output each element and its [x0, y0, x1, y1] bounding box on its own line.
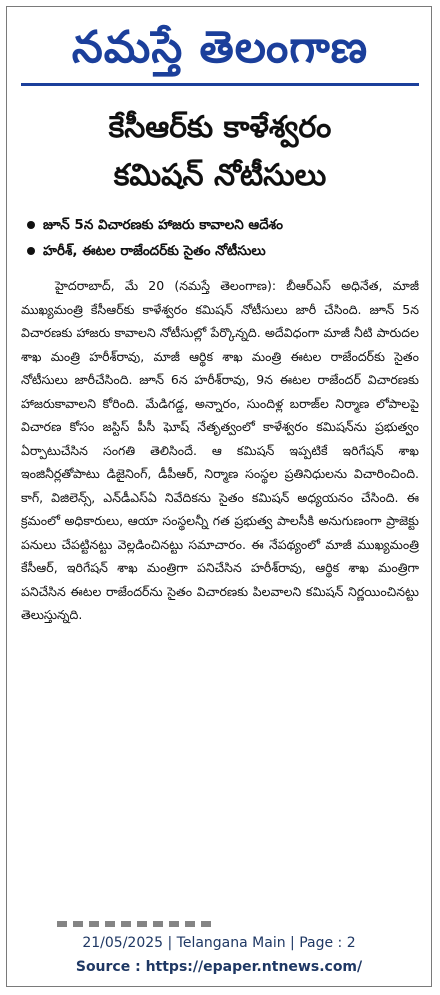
subheadline-item: జూన్ 5న విచారణకు హాజరు కావాలని ఆదేశం	[25, 212, 423, 238]
headline-line-2: కమిషన్ నోటీసులు	[113, 158, 327, 193]
subheadline-list	[17, 212, 423, 264]
masthead-divider	[21, 83, 419, 86]
article-body: హైదరాబాద్, మే 20 (నమస్తే తెలంగాణ): బీఆర్‌ఎస్ అధినేత, మాజీ ముఖ్యమంత్రి కేసీఆర్‌కు కాళేశ్వరం కమిషన్ నోటీసులు జారీ చేసింది. జూన్ 5న విచారణకు హాజరు కావాలని నోటీసుల్లో పేర్కొన్నది. అదేవిధంగా మాజీ నీటి పారుదల శాఖ మంత్రి హరీశ్‌రావు, మాజీ ఆర్థిక శాఖ మంత్రి ఈటల రాజేందర్‌కు సైతం నోటీసులు జారీచేసింది. జూన్ 6న హరీశ్‌రావు, 9న ఈటల రాజేందర్ విచారణకు హాజరుకావాలని కోరింది. మేడిగడ్డ, అన్నారం, సుందిళ్ల బరాజ్‌ల నిర్మాణ లోపాలపై విచారణ కోసం జస్టిస్ పీసీ ఘోష్ నేతృత్వంలో కాళేశ్వరం కమిషన్‌ను ప్రభుత్వం ఏర్పాటుచేసిన సంగతి తెలిసిందే. ఆ కమిషన్ ఇప్పటికే ఇరిగేషన్ శాఖ ఇంజినీర్లతోపాటు డిజైనింగ్, డీపీఆర్, నిర్మాణ సంస్థల ప్రతినిధులను విచారించింది. కాగ్, విజిలెన్స్, ఎన్‌డీఎస్‌ఏ నివేదికను సైతం కమిషన్ అధ్యయనం చేసింది. ఈ క్రమంలో అధికారులు, ఆయా సంస్థలన్నీ గత ప్రభుత్వ పాలసీకి అనుగుణంగా ప్రాజెక్టు పనులు చేపట్టినట్టు వెల్లడించినట్టు సమాచారం. ఈ నేపథ్యంలో మాజీ ముఖ్యమంత్రి కేసీఆర్, ఇరిగేషన్ శాఖ మంత్రిగా పనిచేసిన హరీశ్‌రావు, ఆర్థిక శాఖ మంత్రిగా పనిచేసిన ఈటల రాజేందర్‌ను సైతం విచారణకు పిలవాలని కమిషన్ నిర్ణయించినట్టు తెలుస్తున్నది.	[21, 278, 419, 622]
news-clipping	[17, 13, 423, 927]
headline-line-1: కేసీఆర్‌కు కాళేశ్వరం	[108, 110, 332, 145]
clipping-footer	[7, 931, 431, 979]
article-headline	[17, 104, 423, 200]
source-link[interactable]: Source : https://epaper.ntnews.com/	[75, 959, 363, 975]
newspaper-masthead: నమస్తే తెలంగాణ	[71, 22, 369, 73]
epaper-clipping-frame	[6, 6, 432, 987]
clipping-cut-edge	[57, 921, 217, 927]
edition-info: 21/05/2025 | Telangana Main | Page : 2	[82, 935, 356, 951]
subheadline-item: హరీశ్, ఈటల రాజేందర్‌కు సైతం నోటీసులు	[25, 238, 423, 264]
